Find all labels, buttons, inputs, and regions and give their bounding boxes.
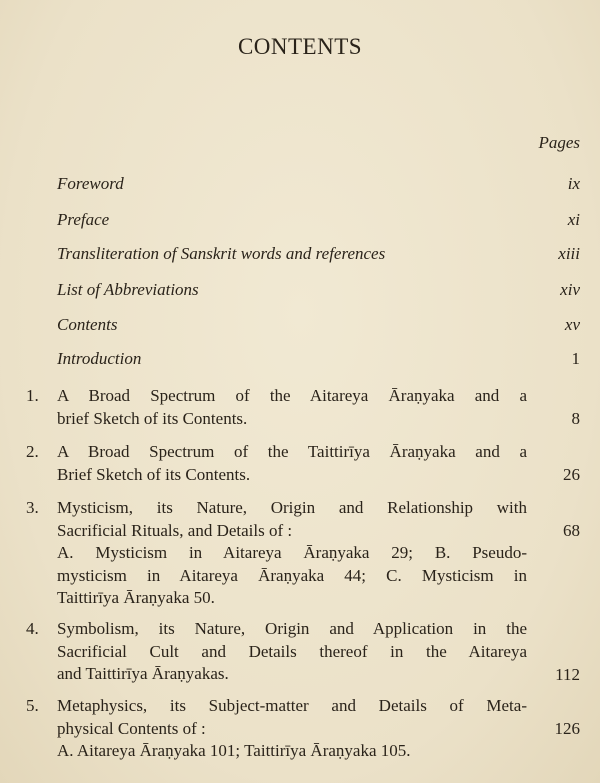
chapter-page: 26: [563, 465, 580, 484]
chapter-title-line: and Taittirīya Āraṇyakas.: [57, 664, 229, 683]
page-title: CONTENTS: [237, 34, 363, 59]
toc-item-chapter-3[interactable]: [57, 497, 527, 610]
chapter-title-line: Mysticism, its Nature, Origin and Relationship with: [57, 498, 527, 517]
toc-item-chapter-5[interactable]: [57, 695, 527, 763]
chapter-page: 126: [554, 719, 580, 738]
toc-item-foreword[interactable]: Foreword: [57, 174, 124, 193]
chapter-title-line: Taittirīya Āraṇyaka 50.: [57, 588, 215, 607]
chapter-number: 3.: [26, 498, 39, 517]
toc-page-transliteration: xiii: [558, 244, 580, 263]
chapter-title-line: Sacrificial Rituals, and Details of :: [57, 520, 293, 540]
toc-item-contents[interactable]: Contents: [57, 315, 118, 334]
chapter-page: 8: [571, 409, 580, 428]
chapter-title-line: A Broad Spectrum of the Taittirīya Āraṇyaka and a: [57, 442, 527, 461]
toc-item-transliteration[interactable]: Transliteration of Sanskrit words and references: [57, 244, 386, 263]
toc-page-contents: xv: [564, 315, 580, 334]
chapter-title-line: Sacrificial Cult and Details thereof in the Aitareya: [57, 641, 527, 661]
chapter-title-line: Metaphysics, its Subject-matter and Details of Meta-: [57, 696, 527, 715]
chapter-number: 2.: [26, 442, 39, 461]
chapter-title-line: physical Contents of :: [57, 718, 206, 738]
chapter-title-line: A. Mysticism in Aitareya Āraṇyaka 29; B. Pseudo-: [57, 543, 527, 562]
toc-page-foreword: ix: [567, 174, 580, 193]
toc-item-chapter-1[interactable]: [57, 385, 527, 430]
chapter-title-line: mysticism in Aitareya Āraṇyaka 44; C. Mysticism in: [57, 565, 527, 585]
toc-item-chapter-2[interactable]: [57, 441, 527, 486]
pages-column-header: Pages: [538, 133, 580, 152]
chapter-number: 4.: [26, 619, 39, 638]
toc-page-abbreviations: xiv: [560, 280, 580, 299]
chapter-title-line: A. Aitareya Āraṇyaka 101; Taittirīya Āraṇyaka 105.: [57, 741, 411, 760]
chapter-title-line: A Broad Spectrum of the Aitareya Āraṇyaka and a: [57, 386, 527, 405]
chapter-title-line: Symbolism, its Nature, Origin and Application in the: [57, 619, 527, 638]
chapter-number: 1.: [26, 386, 39, 405]
chapter-title-line: Brief Sketch of its Contents.: [57, 464, 251, 484]
toc-item-preface[interactable]: Preface: [57, 210, 110, 229]
chapter-number: 5.: [26, 696, 39, 715]
chapter-page: 68: [563, 521, 580, 540]
toc-page-introduction: 1: [571, 349, 580, 368]
toc-page-preface: xi: [567, 210, 580, 229]
toc-item-abbreviations[interactable]: List of Abbreviations: [57, 280, 199, 299]
chapter-title-line: brief Sketch of its Contents.: [57, 408, 248, 428]
toc-item-introduction[interactable]: Introduction: [57, 349, 142, 368]
chapter-page: 112: [555, 665, 580, 684]
toc-item-chapter-4[interactable]: [57, 618, 527, 686]
